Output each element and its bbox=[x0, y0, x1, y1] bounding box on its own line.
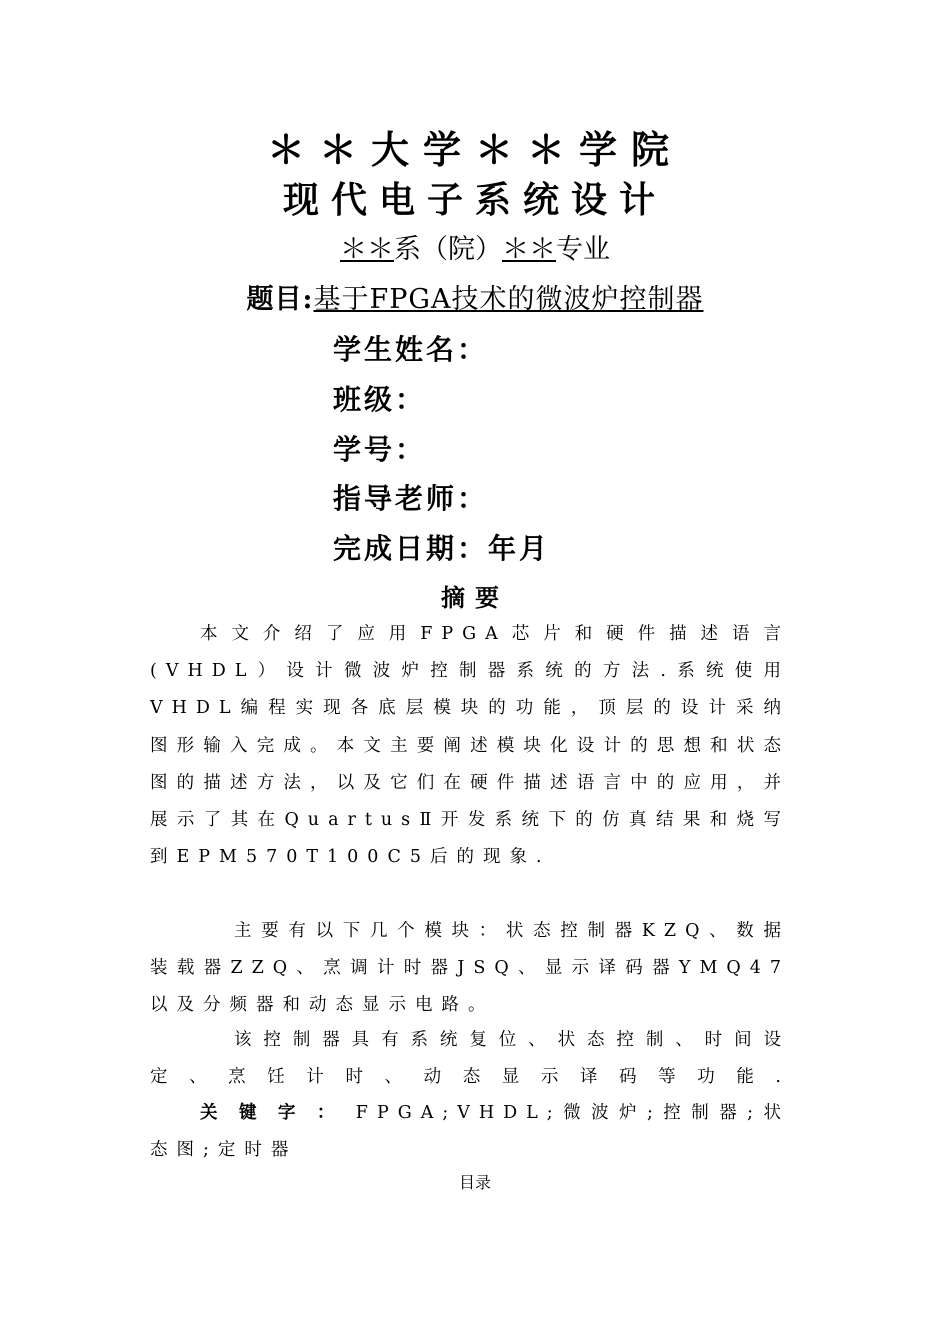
department-label: 系（院） bbox=[394, 234, 502, 265]
abstract-paragraph-3: 该控制器具有系统复位、状态控制、时间设定、烹饪计时、动态显示译码等功能. bbox=[150, 1030, 790, 1088]
course-title: 现代电子系统设计 bbox=[282, 179, 667, 221]
department-blank: ＊＊ bbox=[340, 234, 394, 265]
keywords-label: 关键字： bbox=[200, 1103, 356, 1123]
student-id-field: 学号： bbox=[333, 433, 427, 466]
keywords-paragraph bbox=[150, 1095, 790, 1169]
university-title: ＊＊大学＊＊学院 bbox=[266, 127, 683, 172]
keywords-value: FPGA;VHDL;微波炉;控制器;状态图;定时器 bbox=[150, 1103, 791, 1161]
class-field: 班级： bbox=[333, 383, 427, 416]
abstract-paragraph-1: 本文介绍了应用FPGA芯片和硬件描述语言(VHDL）设计微波炉控制器系统的方法.系统使用VHDL编程实现各底层模块的功能，顶层的设计采纳图形输入完成。本文主要阐述模块化设计的思想和状态图的描述方法，以及它们在硬件描述语言中的应用，并展示了其在QuartusⅡ开发系统下的仿真结果和烧写到EPM570T100C5后的现象. bbox=[150, 624, 790, 868]
abstract-title: 摘要 bbox=[441, 583, 509, 612]
department-line bbox=[0, 228, 950, 272]
major-blank: ＊＊ bbox=[502, 234, 556, 265]
topic-label: 题目: bbox=[246, 284, 314, 315]
topic-value: 基于FPGA技术的微波炉控制器 bbox=[313, 284, 704, 315]
major-label: 专业 bbox=[556, 234, 610, 265]
student-name-field: 学生姓名： bbox=[333, 333, 489, 366]
completion-date-field: 完成日期：年月 bbox=[333, 532, 551, 565]
toc-title: 目录 bbox=[458, 1173, 491, 1192]
abstract-paragraph-2: 主要有以下几个模块：状态控制器KZQ、数据装载器ZZQ、烹调计时器JSQ、显示译码器YMQ47以及分频器和动态显示电路。 bbox=[150, 921, 790, 1016]
advisor-field: 指导老师： bbox=[333, 482, 489, 515]
topic-line bbox=[0, 278, 950, 322]
